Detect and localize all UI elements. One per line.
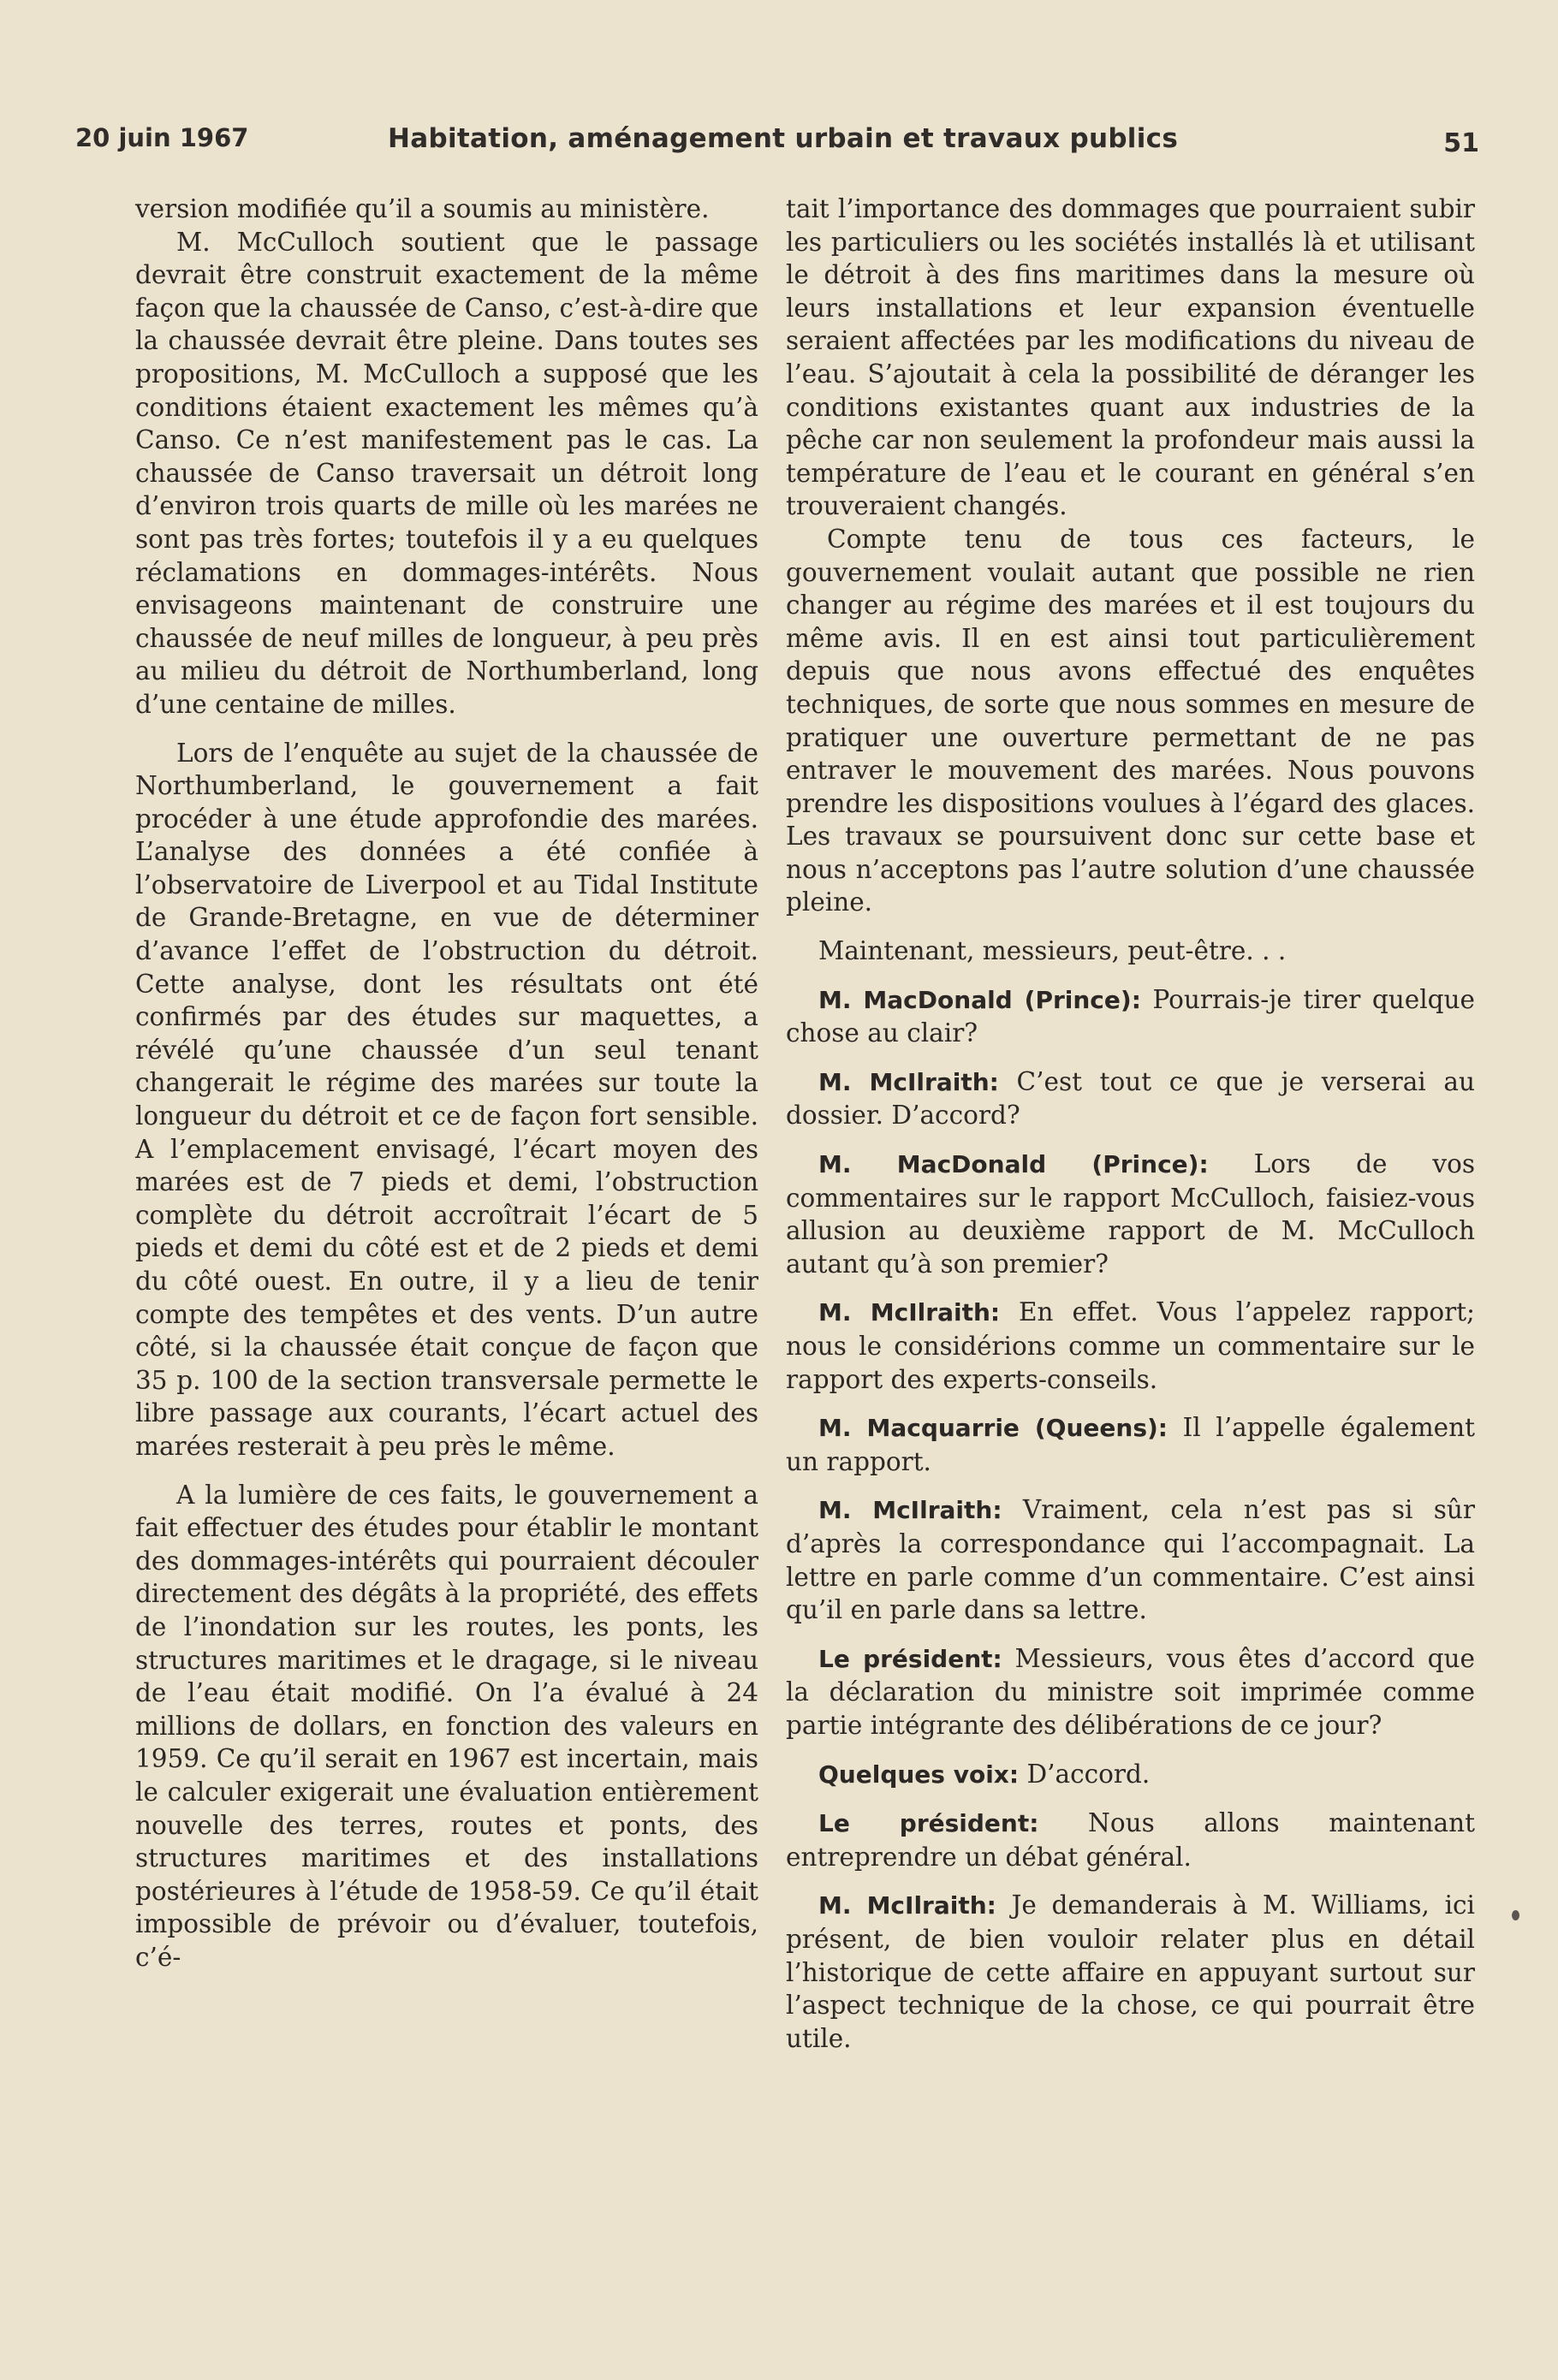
speaker-name: M. McIlraith: <box>818 1891 996 1920</box>
speech <box>786 1758 1475 1792</box>
header-title: Habitation, aménagement urbain et travaux publics <box>388 123 1179 154</box>
speech-text: Pourrais-je tirer quelque chose au clair? <box>786 984 1475 1048</box>
speech-text: Lors de vos commentaires sur le rapport McCulloch, faisiez-vous allusion au deuxième rapport de M. McCulloch autant qu’à son premier? <box>786 1149 1475 1279</box>
speaker-name: M. MacDonald (Prince): <box>818 1150 1209 1179</box>
speech <box>786 1148 1475 1280</box>
paragraph: Maintenant, messieurs, peut-être. . . <box>818 936 1287 966</box>
margin-dot <box>1512 1910 1519 1920</box>
speech <box>786 983 1475 1050</box>
speech <box>786 1807 1475 1873</box>
paragraph: Compte tenu de tous ces facteurs, le gouvernement voulait autant que possible ne rien changer au régime des marées et il est toujours du même avis. Il en est ainsi tout particulièrement depuis que nous avons effectué des enquêtes techniques, de sorte que nous sommes en mesure de pratiquer une ouverture permettant de ne pas entraver le mouvement des marées. Nous pouvons prendre les dispositions voulues à l’égard des glaces. Les travaux se poursuivent donc sur cette base et nous n’acceptons pas l’autre solution d’une chaussée pleine. <box>786 524 1475 917</box>
page-header <box>75 123 1479 166</box>
speech-text: Je demanderais à M. Williams, ici présent, de bien vouloir relater plus en détail l’historique de cette affaire en appuyant surtout sur l’aspect technique de la chose, ce qui pourrait être utile. <box>786 1890 1475 2053</box>
speaker-name: M. McIlraith: <box>818 1496 1002 1525</box>
speaker-name: M. Macquarrie (Queens): <box>818 1414 1168 1443</box>
speaker-name: Quelques voix: <box>818 1760 1020 1789</box>
speech <box>786 1493 1475 1626</box>
speaker-name: M. McIlraith: <box>818 1298 1001 1327</box>
speech-text: Nous allons maintenant entreprendre un débat général. <box>786 1808 1475 1872</box>
paragraph: M. McCulloch soutient que le passage devrait être construit exactement de la même façon que la chaussée de Canso, c’est-à-dire que la chaussée devrait être pleine. Dans toutes ses propositions, M. McCulloch a supposé que les conditions étaient exactement les mêmes qu’à Canso. Ce n’est manifestement pas le cas. La chaussée de Canso traversait un détroit long d’environ trois quarts de mille où les marées ne sont pas très fortes; toutefois il y a eu quelques réclamations en dommages-intérêts. Nous envisageons maintenant de construire une chaussée de neuf milles de longueur, à peu près au milieu du détroit de Northumberland, long d’une centaine de milles. <box>135 227 758 719</box>
speaker-name: M. McIlraith: <box>818 1067 999 1096</box>
page-number: 51 <box>1443 128 1479 158</box>
speaker-name: Le président: <box>818 1644 1002 1673</box>
speech-text: Messieurs, vous êtes d’accord que la déclaration du ministre soit imprimée comme partie intégrante des délibérations de ce jour? <box>786 1643 1475 1740</box>
speech-text: C’est tout ce que je verserai au dossier. D’accord? <box>786 1066 1475 1131</box>
left-column <box>135 193 758 1973</box>
speech-text: En effet. Vous l’appelez rapport; nous le considérions comme un commentaire sur le rapport des experts-conseils. <box>786 1297 1475 1394</box>
speech-text: D’accord. <box>1026 1759 1151 1789</box>
paragraph: A la lumière de ces faits, le gouvernement a fait effectuer des études pour établir le montant des dommages-intérêts qui pourraient découler directement des dégâts à la propriété, des effets de l’inondation sur les routes, les ponts, les structures maritimes et le dragage, si le niveau de l’eau était modifié. On l’a évalué à 24 millions de dollars, en fonction des valeurs en 1959. Ce qu’il serait en 1967 est incertain, mais le calculer exigerait une évaluation entièrement nouvelle des terres, routes et ponts, des structures maritimes et des installations postérieures à l’étude de 1958-59. Ce qu’il était impossible de prévoir ou d’évaluer, toutefois, c’é- <box>135 1480 758 1972</box>
paragraph: version modifiée qu’il a soumis au ministère. <box>135 194 710 223</box>
right-column <box>786 193 1475 2055</box>
header-date: 20 juin 1967 <box>75 123 249 152</box>
speaker-name: Le président: <box>818 1809 1039 1838</box>
speech <box>786 1642 1475 1742</box>
speech-text: Il l’appelle également un rapport. <box>786 1413 1475 1476</box>
speech <box>786 1889 1475 2055</box>
speech <box>786 1411 1475 1478</box>
speech-text: Vraiment, cela n’est pas si sûr d’après la correspondance qui l’accompagnait. La lettre en parle comme d’un commentaire. C’est ainsi qu’il en parle dans sa lettre. <box>786 1495 1475 1625</box>
paragraph: Lors de l’enquête au sujet de la chaussée de Northumberland, le gouvernement a fait procéder à une étude approfondie des marées. L’analyse des données a été confiée à l’observatoire de Liverpool et au Tidal Institute de Grande-Bretagne, en vue de déterminer d’avance l’effet de l’obstruction du détroit. Cette analyse, dont les résultats ont été confirmés par des études sur maquettes, a révélé qu’une chaussée d’un seul tenant changerait le régime des marées sur toute la longueur du détroit et ce de façon fort sensible. A l’emplacement envisagé, l’écart moyen des marées est de 7 pieds et demi, l’obstruction complète du détroit accroîtrait l’écart de 5 pieds et demi du côté est et de 2 pieds et demi du côté ouest. En outre, il y a lieu de tenir compte des tempêtes et des vents. D’un autre côté, si la chaussée était conçue de façon que 35 p. 100 de la section transversale permette le libre passage aux courants, l’écart actuel des marées resterait à peu près le même. <box>135 738 758 1461</box>
speaker-name: M. MacDonald (Prince): <box>818 985 1141 1014</box>
paragraph: tait l’importance des dommages que pourraient subir les particuliers ou les sociétés installés là et utilisant le détroit à des fins maritimes dans la mesure où leurs installations et leur expansion éventuelle seraient affectées par les modifications du niveau de l’eau. S’ajoutait à cela la possibilité de déranger les conditions existantes quant aux industries de la pêche car non seulement la profondeur mais aussi la température de l’eau et le courant en général s’en trouveraient changés. <box>786 194 1475 521</box>
speech <box>786 1065 1475 1132</box>
speech <box>786 1296 1475 1396</box>
